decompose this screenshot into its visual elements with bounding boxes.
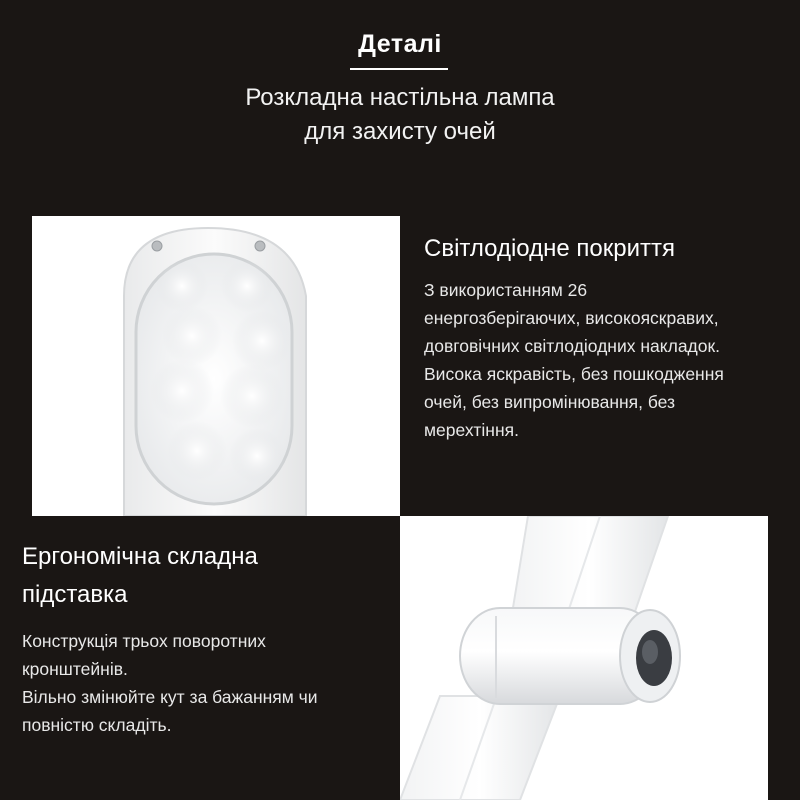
lamp-head-illustration (32, 216, 400, 516)
feature-1-line: очей, без випромінювання, без (424, 392, 676, 412)
feature-1-line: енергозберігаючих, високояскравих, (424, 308, 719, 328)
subtitle-line-1: Розкладна настільна лампа (245, 84, 555, 111)
section-title: Деталі (358, 30, 442, 58)
feature-2-title (22, 538, 382, 614)
feature-1-line: Висока яскравість, без пошкодження (424, 364, 724, 384)
feature-2-line: Вільно змінюйте кут за бажанням чи (22, 687, 318, 707)
feature-1-line: мерехтіння. (424, 420, 519, 440)
lamp-head-photo (32, 216, 400, 516)
title-underline (350, 68, 448, 70)
feature-2-line: кронштейнів. (22, 659, 128, 679)
feature-2-description (22, 627, 392, 739)
feature-2-line: Конструкція трьох поворотних (22, 631, 266, 651)
feature-1-line: довговічних світлодіодних накладок. (424, 336, 721, 356)
feature-2-title-line: підставка (22, 581, 128, 608)
feature-1-description (424, 276, 784, 444)
subtitle-line-2: для захисту очей (304, 118, 496, 145)
feature-1-title: Світлодіодне покриття (424, 235, 675, 262)
feature-2-title-line: Ергономічна складна (22, 543, 258, 570)
hinge-illustration (400, 516, 768, 800)
hinge-photo (400, 516, 768, 800)
feature-1-line: З використанням 26 (424, 280, 588, 300)
feature-2-line: повністю складіть. (22, 715, 172, 735)
